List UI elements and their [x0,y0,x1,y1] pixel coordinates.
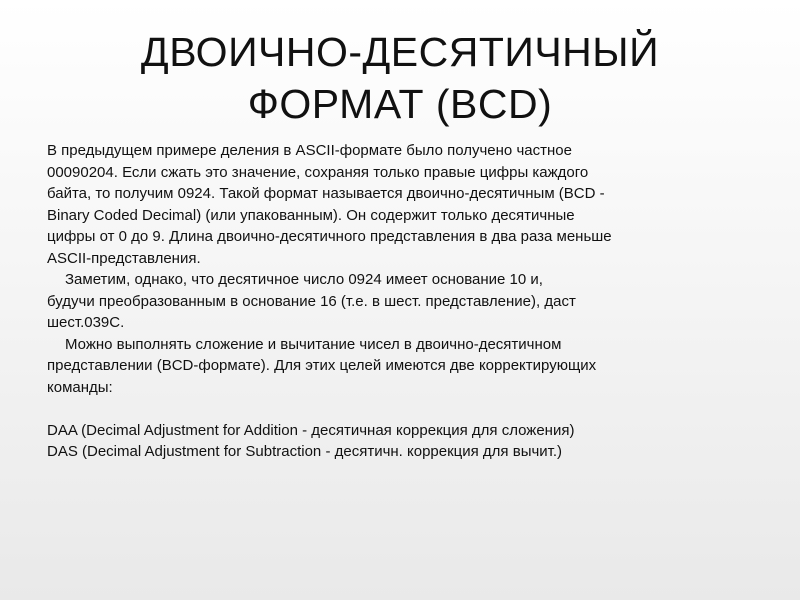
command-daa-line: DAA (Decimal Adjustment for Addition - десятичная коррекция для сложения) [47,421,575,439]
body-line: команды: [47,378,113,396]
body-line: ASCII-представления. [47,249,201,267]
title-line-1: ДВОИЧНО-ДЕСЯТИЧНЫЙ [140,29,660,75]
body-line-indented: Заметим, однако, что десятичное число 0924 имеет основание 10 и, [65,271,543,288]
body-line: цифры от 0 до 9. Длина двоично-десятичного представления в два раза меньше [47,228,612,245]
body-line: 00090204. Если сжать это значение, сохраняя только правые цифры каждого [47,163,589,181]
body-line-indented: Можно выполнять сложение и вычитание чисел в двоично-десятичном [65,335,562,353]
blank-line [47,398,747,420]
title-line-2: ФОРМАТ (BCD) [247,81,553,127]
body-line: байта, то получим 0924. Такой формат называется двоично-десятичным (BCD - [47,185,605,202]
command-das-line: DAS (Decimal Adjustment for Subtraction - десятичн. коррекция для вычит.) [47,443,563,460]
body-line: Binary Coded Decimal) (или упакованным). Он содержит только десятичные [47,206,575,224]
body-line: шест.039C. [47,314,125,331]
body-line: будучи преобразованным в основание 16 (т.е. в шест. представление), даст [47,292,576,310]
slide-body [47,140,747,463]
body-line: представлении (BCD-формате). Для этих целей имеются две корректирующих [47,357,597,374]
body-line: В предыдущем примере деления в ASCII-формате было получено частное [47,142,572,159]
slide-title [0,26,800,130]
